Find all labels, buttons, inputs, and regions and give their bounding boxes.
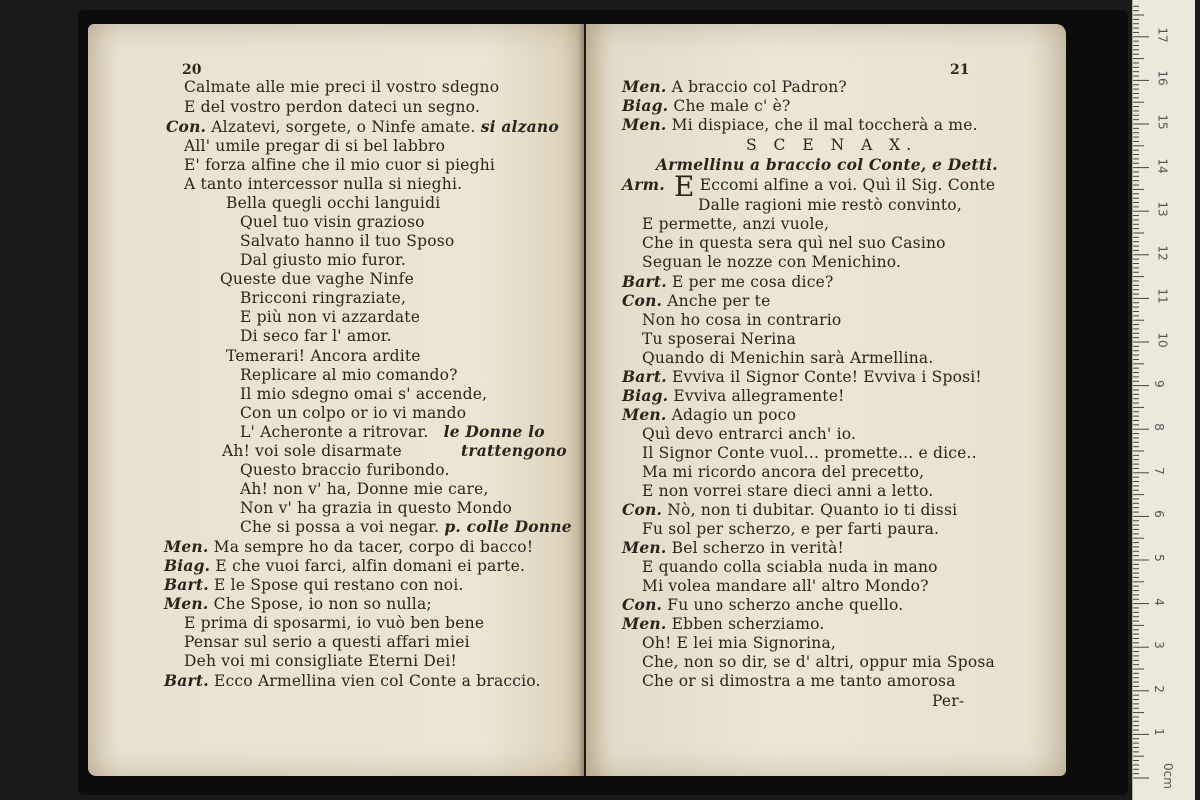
verse-line: E non vorrei stare dieci anni a letto. [642,482,934,500]
speaker-line [622,116,978,134]
verse-line: Che male c' è? [673,97,791,115]
speaker-name: Bart. [164,575,209,594]
stage-direction: si alzano [480,117,559,136]
verse-line: Evviva allegramente! [673,387,845,405]
speaker-line [622,97,791,115]
speaker-name: Con. [622,291,663,310]
ruler-label: 3 [1151,641,1166,650]
verse-line: E' forza alfine che il mio cuor si pieghi [184,156,496,174]
verse-line: All' umile pregar di si bel labbro [184,137,446,155]
ruler-label: 16 [1155,70,1170,87]
verse-line: E prima di sposarmi, io vuò ben bene [184,614,485,632]
verse-line: Ma sempre ho da tacer, corpo di bacco! [213,538,534,556]
verse-line: Il Signor Conte vuol... promette... e dice.. [642,444,977,462]
verse-line: Non v' ha grazia in questo Mondo [240,499,512,517]
verse-line: Ah! voi sole disarmate [222,442,402,460]
verse-line: Nò, non ti dubitar. Quanto io ti dissi [667,501,958,519]
speaker-name: Con. [166,117,207,136]
verse-line: E le Spose qui restano con noi. [214,576,464,594]
speaker-name: Men. [164,537,209,556]
speaker-name: Con. [622,500,663,519]
speaker-line [622,170,996,203]
speaker-line [622,539,844,557]
verse-line: Fu sol per scherzo, e per farti paura. [642,520,940,538]
ruler-label: 11 [1155,288,1170,305]
verse-line: Che si possa a voi negar. [240,518,440,536]
speaker-line [622,406,796,424]
speaker-name: Men. [622,405,667,424]
verse-line: Replicare al mio comando? [240,366,458,384]
verse-line: Eccomi alfine a voi. Quì il Sig. Conte [699,176,996,194]
verse-line: Mi volea mandare all' altro Mondo? [642,577,929,595]
speaker-name: Con. [622,595,663,614]
ruler-label: 17 [1155,27,1170,43]
speaker-name: Men. [622,614,667,633]
verse-line: Quando di Menichin sarà Armellina. [642,349,934,367]
verse-line: Tu sposerai Nerina [642,330,797,348]
verse-line: Questo braccio furibondo. [240,461,450,479]
scene-direction: Armellinu a braccio col Conte, e Detti. [656,155,998,174]
ruler-label: 9 [1151,379,1166,388]
stage-direction: trattengono [461,441,567,460]
verse-line: Ecco Armellina vien col Conte a braccio. [214,672,541,690]
ruler-label: 1 [1151,728,1166,737]
verse-line: Adagio un poco [671,406,797,424]
verse-line: Ebben scherziamo. [671,615,825,633]
verse-line: Quì devo entrarci anch' io. [642,425,857,443]
verse-line: Che Spose, io non so nulla; [213,595,432,613]
ruler-label: 4 [1151,597,1166,606]
verse-line: E più non vi azzardate [240,308,421,326]
verse-line: Che in questa sera quì nel suo Casino [642,234,946,252]
speaker-name: Biag. [622,386,669,405]
verse-line: Dalle ragioni mie restò convinto, [698,196,962,214]
verse-line: Oh! E lei mia Signorina, [642,634,837,652]
ruler-label: 15 [1155,114,1170,130]
verse-line: E del vostro perdon dateci un segno. [184,98,481,116]
speaker-line [164,557,525,575]
verse-line: Quel tuo visin grazioso [240,213,425,231]
verse-line: Deh voi mi consigliate Eterni Dei! [184,652,457,670]
verse-line: Non ho cosa in contrario [642,311,842,329]
speaker-line [622,368,982,386]
speaker-line [622,273,833,291]
verse-line: E permette, anzi vuole, [642,215,830,233]
verse-line: Bel scherzo in verità! [671,539,844,557]
ruler-label: 8 [1151,423,1166,432]
verse-line: Evviva il Signor Conte! Evviva i Sposi! [672,368,982,386]
verse-line: E quando colla sciabla nuda in mano [642,558,938,576]
speaker-name: Biag. [164,556,211,575]
verse-line: Mi dispiace, che il mal toccherà a me. [671,116,978,134]
right-page [586,24,1066,776]
speaker-name: Men. [622,115,667,134]
stage-direction: p. colle Donne [444,517,572,536]
verse-line: Ma mi ricordo ancora del precetto, [642,463,925,481]
ruler-label: 13 [1155,201,1170,217]
verse-line: Queste due vaghe Ninfe [220,270,414,288]
speaker-name: Bart. [622,272,667,291]
drop-cap: E [673,170,695,203]
speaker-name: Men. [622,77,667,96]
catchword: Per- [932,692,965,710]
ruler-label: 12 [1155,245,1170,261]
verse-line: Temerari! Ancora ardite [226,347,421,365]
speaker-line [622,615,825,633]
verse-line: Con un colpo or io vi mando [240,404,467,422]
verse-line: Alzatevi, sorgete, o Ninfe amate. [211,118,476,136]
speaker-name: Bart. [164,671,209,690]
speaker-line [164,672,541,690]
verse-line: Anche per te [667,292,771,310]
speaker-line [622,78,847,96]
verse-line: Bricconi ringraziate, [240,289,407,307]
speaker-line [164,538,533,556]
scene-heading: S C E N A X. [746,136,918,154]
speaker-line [166,118,559,136]
speaker-name: Men. [622,538,667,557]
stage-direction: le Donne lo [443,422,545,441]
ruler-label: 6 [1151,510,1166,519]
speaker-line [622,501,957,519]
speaker-name: Bart. [622,367,667,386]
verse-line: Pensar sul serio a questi affari miei [184,633,470,651]
verse-line: Salvato hanno il tuo Sposo [240,232,455,250]
speaker-line [622,292,770,310]
verse-line: Calmate alle mie preci il vostro sdegno [184,78,500,96]
speaker-line [240,518,572,536]
ruler-label: 7 [1151,466,1166,475]
speaker-name: Men. [164,594,209,613]
speaker-name: Biag. [622,96,669,115]
speaker-line [240,423,545,441]
verse-line: Il mio sdegno omai s' accende, [240,385,488,403]
measurement-ruler [1132,0,1195,800]
ruler-label: 10 [1155,332,1170,348]
verse-line: Seguan le nozze con Menichino. [642,253,902,271]
verse-line: Che or si dimostra a me tanto amorosa [642,672,956,690]
verse-line: L' Acheronte a ritrovar. [240,423,429,441]
ruler-label: 5 [1151,554,1166,562]
ruler-label: 2 [1151,684,1166,693]
ruler-label: 0cm [1160,763,1175,789]
verse-line: E che vuoi farci, alfin domani ei parte. [215,557,526,575]
verse-line: Ah! non v' ha, Donne mie care, [240,480,489,498]
speaker-line [164,595,432,613]
page-number-right: 21 [950,62,970,78]
speaker-line [222,442,567,460]
speaker-line [164,576,464,594]
verse-line: A tanto intercessor nulla si nieghi. [184,175,463,193]
verse-line: Bella quegli occhi languidi [226,194,441,212]
verse-line: Che, non so dir, se d' altri, oppur mia Sposa [642,653,995,671]
speaker-line [622,387,845,405]
verse-line: Fu uno scherzo anche quello. [667,596,904,614]
verse-line: E per me cosa dice? [672,273,834,291]
left-page [88,24,584,776]
speaker-name: Arm. [622,175,665,194]
verse-line: A braccio col Padron? [671,78,847,96]
verse-line: Dal giusto mio furor. [240,251,407,269]
page-number-left: 20 [182,62,202,78]
ruler-label: 14 [1155,157,1170,174]
speaker-line [622,596,903,614]
verse-line: Di seco far l' amor. [240,327,392,345]
